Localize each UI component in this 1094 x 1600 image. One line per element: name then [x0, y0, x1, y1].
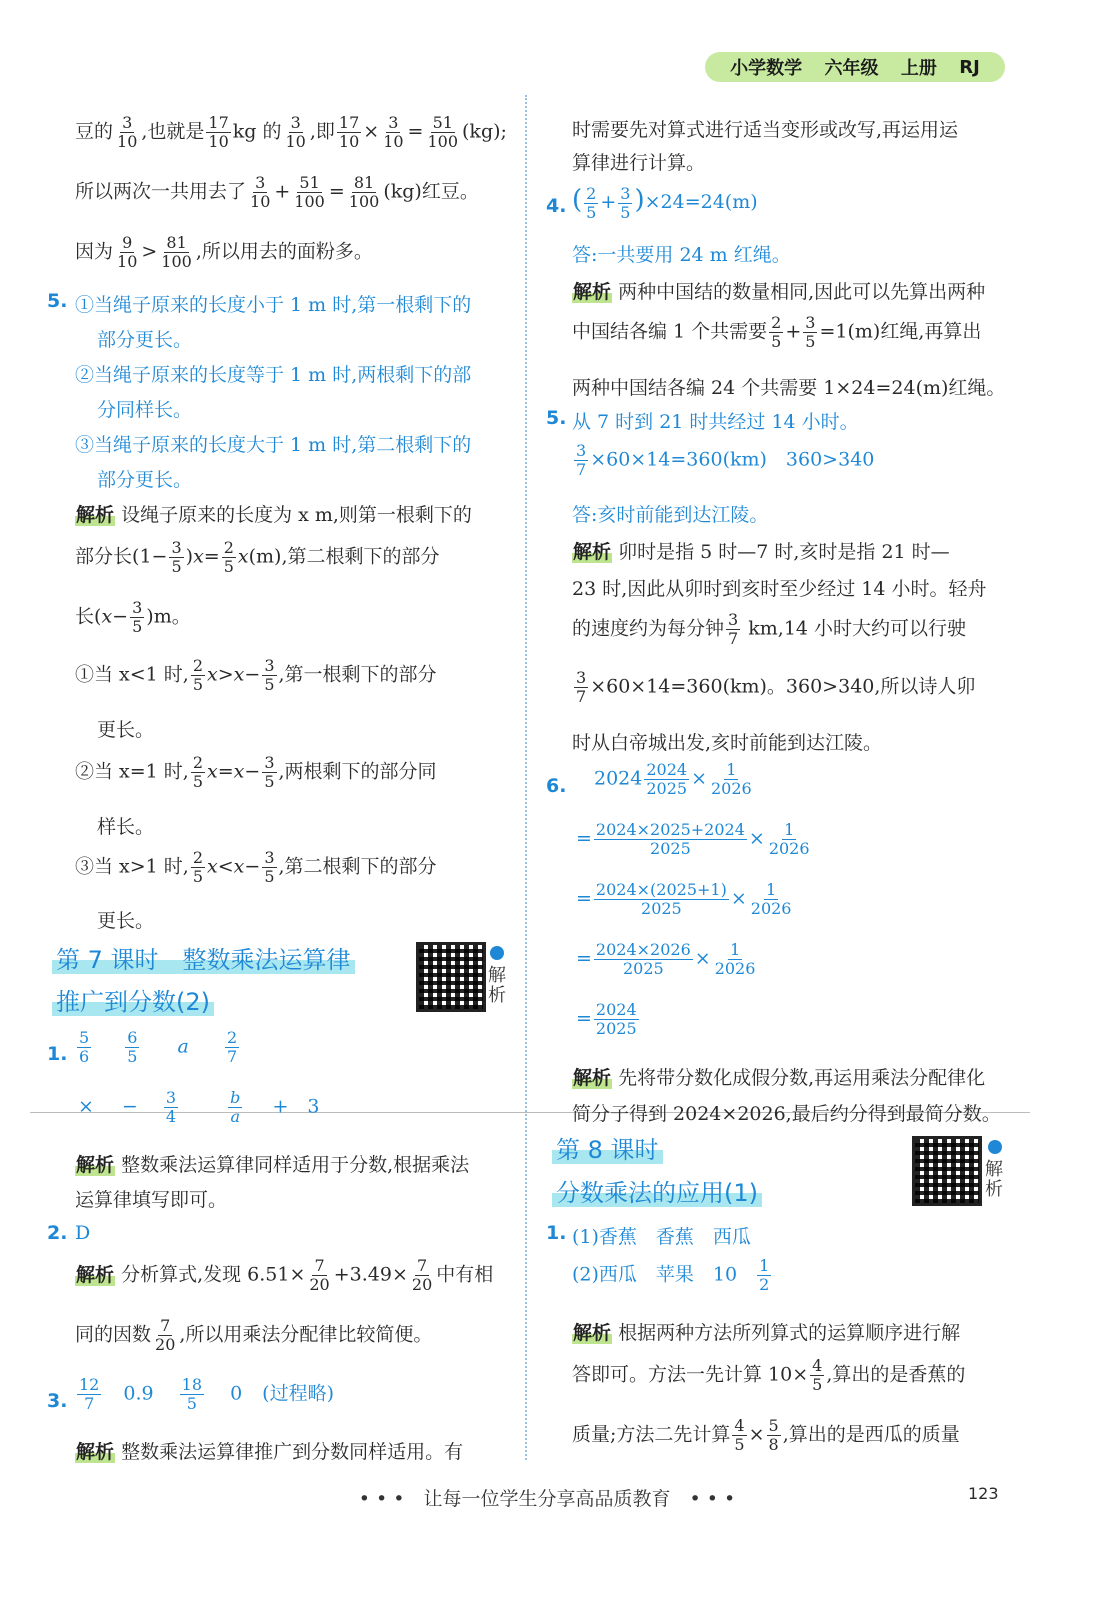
fraction: $\frac{3}{7}$	[576, 441, 587, 479]
fraction: $\frac{3}{10}$	[250, 173, 271, 211]
analysis-line: 的速度约为每分钟 $\frac{3}{7}$ km,14 小时大约可以行驶	[572, 610, 967, 648]
analysis-line: 运算律填写即可。	[75, 1189, 228, 1211]
left-line-3: 因为 $\frac{9}{10}$ > $\frac{81}{100}$ ,所以用去的面粉多。	[75, 233, 373, 271]
fraction: $\frac{2024}{2025}$	[595, 1000, 637, 1038]
answer-line: ①当绳子原来的长度小于 1 m 时,第一根剩下的	[75, 294, 472, 316]
fraction: $\frac{b}{a}$	[230, 1088, 241, 1126]
fraction: $\frac{3}{5}$	[805, 313, 816, 351]
analysis-line: 质量;方法二先计算 $\frac{4}{5}$ × $\frac{5}{8}$ ,算出的是西瓜的质量	[572, 1416, 960, 1454]
header-volume: 上册	[900, 58, 937, 79]
qr-code[interactable]	[912, 1136, 982, 1206]
answer-line: = $\frac{2024\times 2026}{2025}$ × $\frac{1}{2026}$	[576, 940, 756, 978]
analysis-line: 同的因数 $\frac{7}{20}$ ,所以用乘法分配律比较简便。	[75, 1316, 433, 1354]
fraction: $\frac{12}{7}$	[79, 1375, 100, 1413]
header-grade: 六年级	[824, 58, 879, 79]
analysis-line: 长(x− $\frac{3}{5}$ )m。	[75, 598, 191, 636]
fraction: $\frac{3}{5}$	[264, 753, 275, 791]
fraction: $\frac{2024\times 2026}{2025}$	[595, 940, 691, 978]
analysis-line: 解析 根据两种方法所列算式的运算顺序进行解	[573, 1322, 961, 1344]
question-number: 5.	[47, 290, 68, 312]
analysis-line: ③当 x>1 时, $\frac{2}{5}$ x<x− $\frac{3}{5}$ ,第二根剩下的部分	[75, 848, 437, 886]
footer-slogan: • • • 让每一位学生分享高品质教育 • • •	[358, 1488, 736, 1510]
analysis-line: 23 时,因此从卯时到亥时至少经过 14 小时。轻舟	[572, 578, 987, 600]
fraction: $\frac{7}{20}$	[309, 1256, 330, 1294]
answer-line: 答:亥时前能到达江陵。	[572, 504, 769, 526]
fraction: $\frac{2024}{2025}$	[646, 760, 688, 798]
fraction: $\frac{4}{5}$	[812, 1356, 823, 1394]
analysis-line: 两种中国结各编 24 个共需要 1×24=24(m)红绳。	[572, 377, 1006, 399]
analysis-tag: 解析	[573, 1067, 612, 1089]
fraction: $\frac{7}{20}$	[411, 1256, 433, 1294]
left-line-1: 豆的 $\frac{3}{10}$ ,也就是 $\frac{17}{10}$ kg 的 $\frac{3}{10}$ ,即 $\frac{17}{10}$ × $\frac{3}{10}$ = $\frac{51}{100}$ (kg);	[75, 113, 507, 151]
question-number: 1.	[47, 1043, 68, 1065]
fraction: $\frac{1}{2026}$	[711, 760, 752, 798]
fraction: $\frac{2}{5}$	[586, 183, 597, 222]
fraction: $\frac{81}{100}$	[348, 173, 380, 211]
fraction: $\frac{3}{5}$	[132, 598, 143, 636]
fraction: $\frac{2}{5}$	[771, 313, 782, 351]
answer-line: 从 7 时到 21 时共经过 14 小时。	[572, 411, 859, 433]
fraction: $\frac{5}{6}$	[79, 1028, 90, 1066]
fraction: $\frac{3}{7}$	[728, 610, 739, 648]
answer-line: 分同样长。	[97, 399, 193, 421]
fraction: $\frac{6}{5}$	[127, 1028, 138, 1066]
fraction: $\frac{17}{10}$	[338, 113, 360, 151]
lesson-7-title-line-1: 第 7 课时 整数乘法运算律	[52, 940, 355, 975]
column-divider	[525, 95, 527, 1460]
fraction: $\frac{3}{5}$	[264, 848, 275, 886]
fraction: $\frac{3}{5}$	[171, 538, 182, 576]
analysis-tag: 解析	[573, 541, 612, 563]
lesson-8-title-line-2: 分数乘法的应用(1)	[552, 1173, 762, 1208]
fraction: $\frac{3}{5}$	[264, 656, 275, 694]
play-icon[interactable]	[490, 946, 504, 960]
fraction: $\frac{3}{7}$	[576, 668, 587, 706]
analysis-line: 部分长(1− $\frac{3}{5}$ )x= $\frac{2}{5}$ x(m),第二根剩下的部分	[75, 538, 440, 576]
answer-line: $\frac{3}{7}$ ×60×14=360(km) 360>340	[576, 441, 875, 479]
analysis-line: 解析 设绳子原来的长度为 x m,则第一根剩下的	[76, 504, 472, 526]
answer-line: ③当绳子原来的长度大于 1 m 时,第二根剩下的	[75, 434, 472, 456]
answer-line: 部分更长。	[97, 469, 193, 491]
question-number: 1.	[546, 1222, 567, 1244]
analysis-line: 样长。	[97, 816, 155, 838]
analysis-tag: 解析	[573, 281, 612, 303]
analysis-line: 时从白帝城出发,亥时前能到达江陵。	[572, 732, 883, 754]
analysis-tag: 解析	[76, 1154, 115, 1176]
qr-label: 解析	[985, 1159, 1003, 1200]
analysis-tag: 解析	[76, 1441, 115, 1463]
analysis-line: 解析 整数乘法运算律推广到分数同样适用。有	[76, 1441, 464, 1463]
text-line: 算律进行计算。	[572, 152, 706, 174]
answer-line: 2024 $\frac{2024}{2025}$ × $\frac{1}{2026}$	[594, 760, 752, 798]
play-icon[interactable]	[988, 1140, 1002, 1154]
fraction: $\frac{3}{4}$	[165, 1088, 177, 1126]
fraction: $\frac{3}{10}$	[117, 113, 138, 151]
analysis-tag: 解析	[573, 1322, 612, 1344]
fraction: $\frac{17}{10}$	[208, 113, 229, 151]
question-number: 4.	[546, 195, 567, 217]
fraction: $\frac{2}{5}$	[223, 538, 234, 576]
lesson-7-title-line-2: 推广到分数(2)	[52, 982, 214, 1017]
analysis-line: 解析 两种中国结的数量相同,因此可以先算出两种	[573, 281, 986, 303]
answer-line: 部分更长。	[97, 329, 193, 351]
answer-line: ( $\frac{2}{5}$ + $\frac{3}{5}$ )×24=24(m)	[572, 183, 758, 222]
analysis-line: 更长。	[97, 719, 155, 741]
lesson-8-title-line-1: 第 8 课时	[552, 1130, 663, 1165]
qr-code[interactable]	[416, 942, 486, 1012]
analysis-tag: 解析	[76, 1263, 115, 1286]
answer-line: (1)香蕉 香蕉 西瓜	[572, 1226, 751, 1248]
analysis-line: $\frac{3}{7}$ ×60×14=360(km)。360>340,所以诗人卯	[576, 668, 976, 706]
fraction: $\frac{3}{10}$	[383, 113, 404, 151]
fraction: $\frac{9}{10}$	[117, 233, 138, 271]
fraction: $\frac{4}{5}$	[734, 1416, 745, 1454]
answer-line: $\frac{5}{6}$ $\frac{6}{5}$ a $\frac{2}{7}$	[79, 1028, 238, 1066]
analysis-line: 中国结各编 1 个共需要 $\frac{2}{5}$ + $\frac{3}{5}$ =1(m)红绳,再算出	[572, 313, 982, 351]
question-number: 2.	[47, 1222, 68, 1244]
answer-line: × − $\frac{3}{4}$ $\frac{b}{a}$ + 3	[78, 1088, 320, 1126]
text-line: 时需要先对算式进行适当变形或改写,再运用运	[572, 119, 959, 141]
analysis-line: 解析 先将带分数化成假分数,再运用乘法分配律化	[573, 1067, 986, 1089]
fraction: $\frac{7}{20}$	[155, 1316, 176, 1354]
question-number: 5.	[546, 407, 567, 429]
analysis-line: 解析 卯时是指 5 时—7 时,亥时是指 21 时—	[573, 541, 950, 563]
analysis-line: 解析 分析算式,发现 6.51× $\frac{7}{20}$ +3.49× $\frac{7}{20}$ 中有相	[76, 1256, 494, 1294]
answer-line: = $\frac{2024}{2025}$	[576, 1000, 637, 1038]
fraction: $\frac{3}{10}$	[285, 113, 306, 151]
answer-line: = $\frac{2024\times(2025+1)}{2025}$ × $\frac{1}{2026}$	[576, 880, 792, 918]
analysis-line: 答即可。方法一先计算 10× $\frac{4}{5}$ ,算出的是香蕉的	[572, 1356, 966, 1394]
fraction: $\frac{1}{2026}$	[750, 880, 792, 918]
fraction: $\frac{2}{5}$	[192, 848, 204, 886]
fraction: $\frac{51}{100}$	[294, 173, 325, 211]
answer-line: ②当绳子原来的长度等于 1 m 时,两根剩下的部	[75, 364, 472, 386]
fraction: $\frac{2024\times 2025+2024}{2025}$	[595, 820, 745, 858]
fraction: $\frac{81}{100}$	[161, 233, 192, 271]
fraction: $\frac{2}{7}$	[226, 1028, 238, 1066]
answer-line: = $\frac{2024\times 2025+2024}{2025}$ × $\frac{1}{2026}$	[576, 820, 810, 858]
fraction: $\frac{2}{5}$	[192, 656, 204, 694]
answer-line: D	[75, 1222, 91, 1244]
header-subject: 小学数学	[730, 58, 803, 79]
fraction: $\frac{1}{2026}$	[768, 820, 810, 858]
analysis-line: 更长。	[97, 910, 155, 932]
answer-line: (2)西瓜 苹果 10 $\frac{1}{2}$	[572, 1256, 770, 1294]
header-edition: RJ	[959, 56, 980, 78]
fraction: $\frac{18}{5}$	[181, 1375, 203, 1413]
fraction: $\frac{2}{5}$	[192, 753, 204, 791]
fraction: $\frac{3}{5}$	[620, 183, 631, 222]
analysis-tag: 解析	[76, 504, 115, 526]
left-line-2: 所以两次一共用去了 $\frac{3}{10}$ + $\frac{51}{100}$ = $\frac{81}{100}$ (kg)红豆。	[75, 173, 479, 211]
page-number: 123	[968, 1484, 999, 1503]
fraction: $\frac{1}{2026}$	[714, 940, 756, 978]
header-pill	[705, 52, 1005, 82]
question-number: 6.	[546, 775, 567, 797]
analysis-line: 简分子得到 2024×2026,最后约分得到最简分数。	[572, 1103, 1001, 1125]
fraction: $\frac{2024\times(2025+1)}{2025}$	[595, 880, 727, 918]
analysis-line: ②当 x=1 时, $\frac{2}{5}$ x=x− $\frac{3}{5}$ ,两根剩下的部分同	[75, 753, 437, 791]
fraction: $\frac{1}{2}$	[759, 1256, 770, 1294]
answer-line: 答:一共要用 24 m 红绳。	[572, 244, 791, 266]
answer-line: $\frac{12}{7}$ 0.9 $\frac{18}{5}$ 0 (过程略)	[79, 1375, 334, 1413]
fraction: $\frac{5}{8}$	[768, 1416, 779, 1454]
fraction: $\frac{51}{100}$	[427, 113, 459, 151]
question-number: 3.	[47, 1390, 68, 1412]
qr-label: 解析	[488, 965, 506, 1006]
analysis-line: 解析 整数乘法运算律同样适用于分数,根据乘法	[76, 1154, 470, 1176]
analysis-line: ①当 x<1 时, $\frac{2}{5}$ x>x− $\frac{3}{5}$ ,第一根剩下的部分	[75, 656, 437, 694]
